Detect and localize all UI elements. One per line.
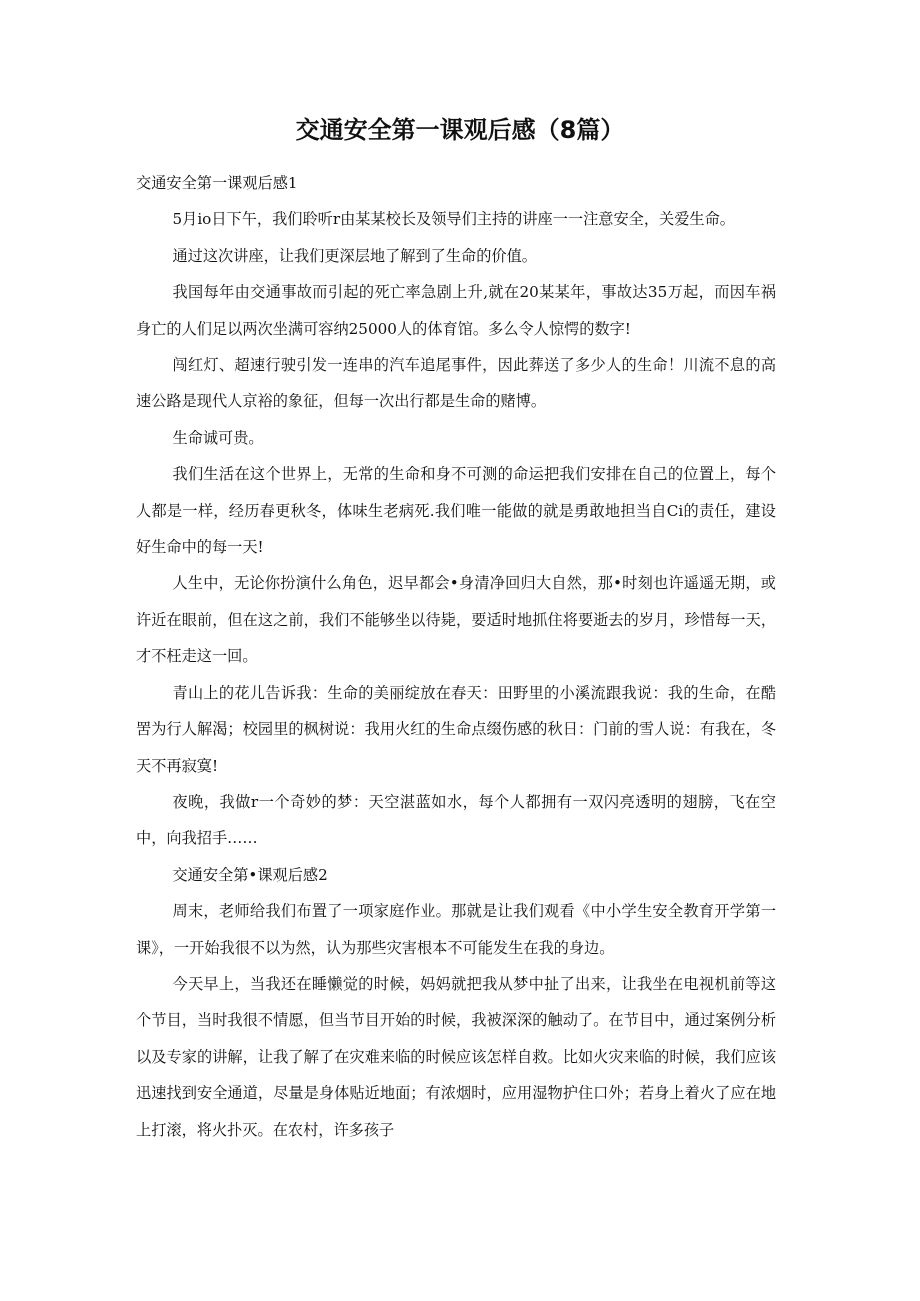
paragraph: 我们生活在这个世界上，无常的生命和身不可测的命运把我们安排在自己的位置上，每个人都是一样，经历春更秋冬，体味生老病死.我们唯一能做的就是勇敢地担当自Ci的责任，建设好生命中的每一天!: [136, 465, 776, 557]
paragraph: 今天早上，当我还在睡懒觉的时候，妈妈就把我从梦中扯了出来，让我坐在电视机前等这个节目，当时我很不情愿，但当节目开始的时候，我被深深的触动了。在节目中，通过案例分析以及专家的讲解，让我了解了在灾难来临的时候应该怎样自救。比如火灾来临的时候，我们应该迅速找到安全通道，尽量是身体贴近地面；有浓烟时，应用湿物护住口外；若身上着火了应在地上打滚，将火扑灭。在农村，许多孩子: [136, 974, 776, 1139]
paragraph: 人生中，无论你扮演什么角色，迟早都会•身清净回归大自然，那•时刻也许遥遥无期，或许近在眼前，但在这之前，我们不能够坐以待毙，要适时地抓住将要逝去的岁月，珍惜每一天，才不枉走这一回。: [136, 574, 776, 666]
paragraph: 生命诚可贵。: [172, 428, 264, 447]
paragraph: 闯红灯、超速行驶引发一连串的汽车追尾事件，因此葬送了多少人的生命！川流不息的高速公路是现代人京裕的象征，但每一次出行都是生命的赌博。: [136, 356, 776, 411]
paragraph: 我国每年由交通事故而引起的死亡率急剧上升,就在20某某年，事故达35万起，而因车祸身亡的人们足以两次坐满可容纳25000人的体育馆。多么令人惊愕的数字!: [136, 283, 776, 338]
document-title: 交通安全第一课观后感（8篇）: [295, 116, 625, 144]
section-heading-2: 交通安全第•课观后感2: [172, 865, 328, 884]
section-heading-1: 交通安全第一课观后感1: [136, 174, 298, 192]
paragraph: 通过这次讲座，让我们更深层地了解到了生命的价值。: [172, 246, 537, 265]
paragraph: 青山上的花儿告诉我：生命的美丽绽放在春天：田野里的小溪流跟我说：我的生命，在酷罟为行人解渴；校园里的枫树说：我用火红的生命点缀伤感的秋日：门前的雪人说：有我在，冬天不再寂寞!: [136, 683, 776, 775]
paragraph: 夜晚，我做r一个奇妙的梦：天空湛蓝如水，每个人都拥有一双闪亮透明的翅膀，飞在空中，向我招手……: [136, 792, 776, 848]
paragraph: 5月io日下午，我们聆听r由某某校长及领导们主持的讲座一一注意安全，关爱生命。: [172, 210, 735, 229]
document-body: [136, 165, 776, 1148]
paragraph: 周末，老师给我们布置了一项家庭作业。那就是让我们观看《中小学生安全教育开学第一课》，一开始我很不以为然，认为那些灾害根本不可能发生在我的身边。: [136, 902, 776, 957]
